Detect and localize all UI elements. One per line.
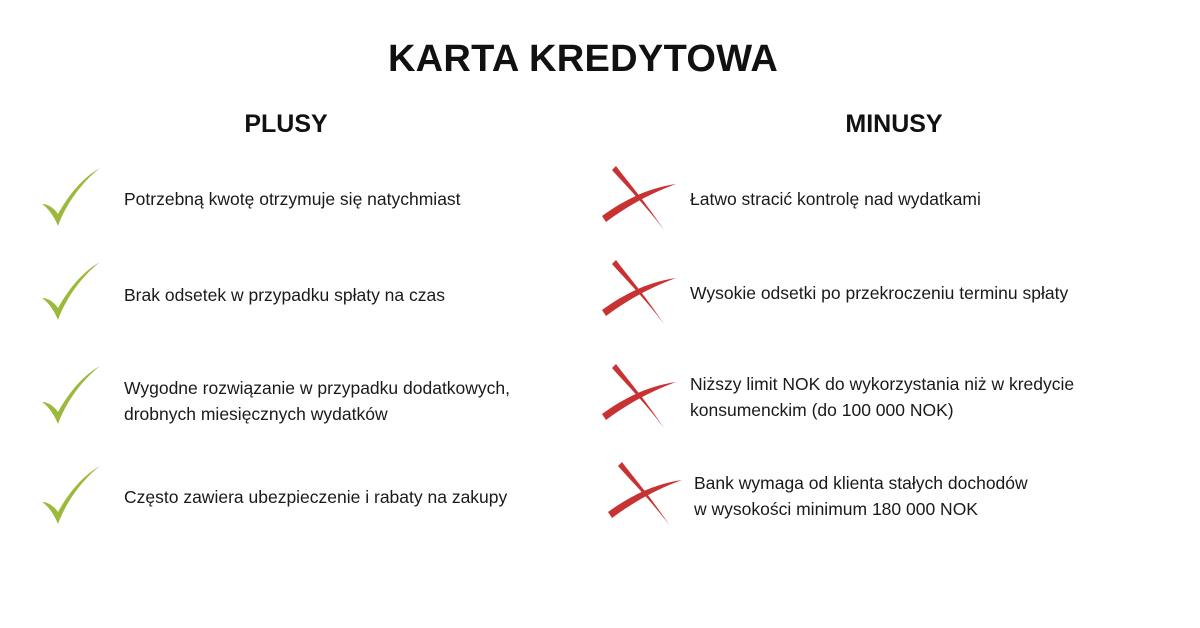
check-icon xyxy=(38,362,104,430)
check-icon xyxy=(38,164,104,232)
cross-icon xyxy=(598,258,680,326)
cross-icon xyxy=(598,362,680,430)
pros-item-line: Potrzebną kwotę otrzymuje się natychmiast xyxy=(124,189,461,209)
pros-item-line: Brak odsetek w przypadku spłaty na czas xyxy=(124,285,445,305)
pros-item-line: drobnych miesięcznych wydatków xyxy=(124,404,388,424)
cons-item-line: Wysokie odsetki po przekroczeniu terminu spłaty xyxy=(690,283,1069,303)
cross-icon xyxy=(604,460,686,528)
cons-heading: MINUSY xyxy=(845,110,943,138)
cons-item-line: konsumenckim (do 100 000 NOK) xyxy=(690,400,954,420)
pros-item-line: Często zawiera ubezpieczenie i rabaty na zakupy xyxy=(124,487,508,507)
cons-item-line: Niższy limit NOK do wykorzystania niż w kredycie xyxy=(690,374,1075,394)
cons-item-line: Łatwo stracić kontrolę nad wydatkami xyxy=(690,189,981,209)
check-icon xyxy=(38,258,104,326)
cons-item-line: Bank wymaga od klienta stałych dochodów xyxy=(694,473,1028,493)
pros-item-line: Wygodne rozwiązanie w przypadku dodatkowych, xyxy=(124,378,511,398)
check-icon xyxy=(38,462,104,530)
cross-icon xyxy=(598,164,680,232)
cons-item-line: w wysokości minimum 180 000 NOK xyxy=(694,499,978,519)
pros-heading: PLUSY xyxy=(244,110,328,138)
page-title: KARTA KREDYTOWA xyxy=(387,38,779,80)
